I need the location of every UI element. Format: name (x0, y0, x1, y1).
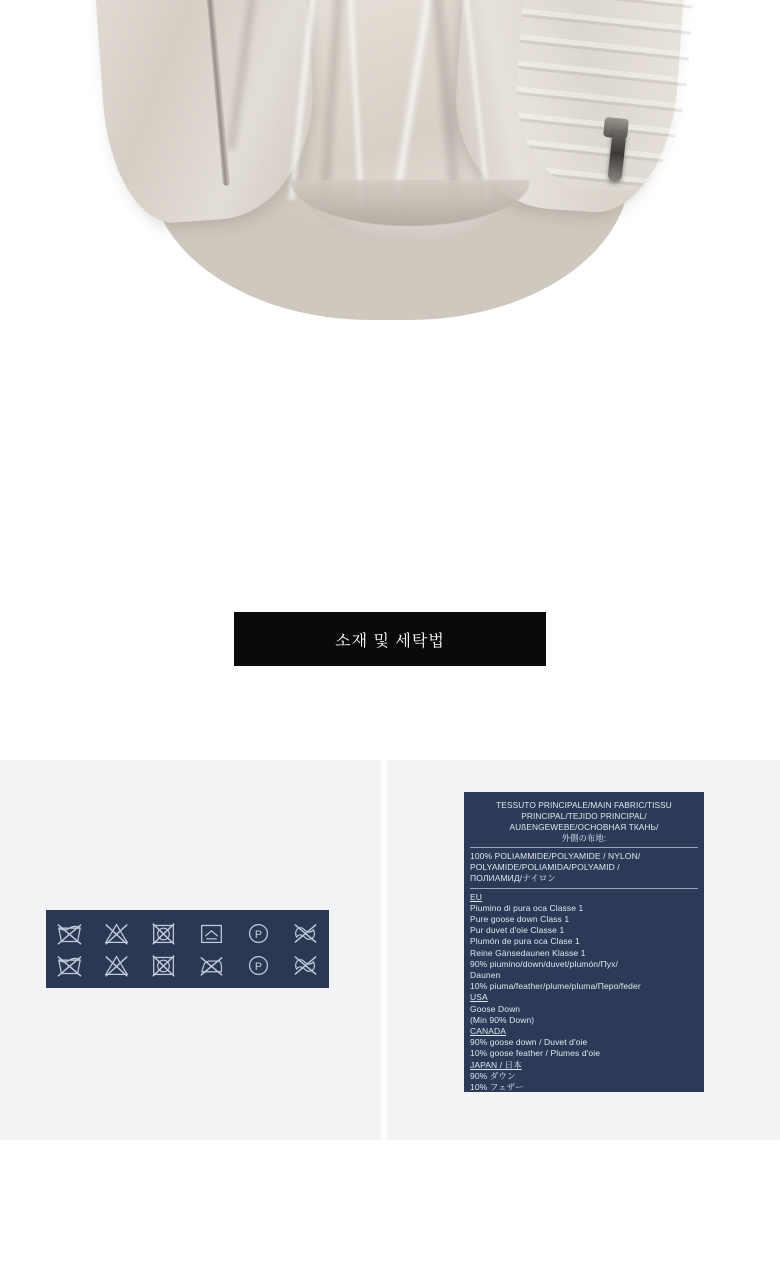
dry-flat-icon (198, 921, 225, 946)
region-heading-canada: CANADA (470, 1026, 507, 1037)
fabric-composition (470, 848, 698, 889)
product-photo (0, 0, 780, 400)
region-line: 10% piuma/feather/plume/pluma/Перо/feder (470, 981, 641, 992)
do-not-wring-icon (292, 921, 319, 946)
region-line: Reine Gänsedaunen Klasse 1 (470, 947, 586, 958)
fabric-heading (470, 800, 698, 848)
composition-line: ПОЛИАМИД/ナイロン (470, 873, 556, 884)
region-line: 10% goose feather / Plumes d'oie (470, 1048, 601, 1059)
care-symbol-label (46, 910, 329, 988)
region-line: Daunen (470, 970, 501, 981)
do-not-tumble-dry-icon (150, 953, 177, 978)
section-title-bar (234, 612, 546, 666)
fabric-label-panel (387, 760, 780, 1140)
do-not-wring-icon (292, 953, 319, 978)
fabric-composition-label (464, 792, 704, 1092)
jacket-illustration (90, 0, 710, 380)
region-line: 90% piumino/down/duvet/plumón/Пух/ (470, 958, 618, 969)
composition-line: 100% POLIAMMIDE/POLYAMIDE / NYLON/ (470, 851, 641, 861)
region-heading-eu: EU (470, 891, 483, 902)
region-line: Pur duvet d'oie Classe 1 (470, 925, 565, 936)
label-panels (0, 760, 780, 1140)
do-not-iron-icon (198, 953, 225, 978)
do-not-bleach-icon (103, 953, 130, 978)
region-line: Piumino di pura oca Classe 1 (470, 902, 584, 913)
fabric-heading-line: PRINCIPAL/TEJIDO PRINCIPAL/ (521, 811, 647, 821)
region-line: Goose Down (470, 1003, 521, 1014)
do-not-tumble-dry-icon (150, 921, 177, 946)
photo-fade (0, 330, 780, 400)
section-title-text: 소재 및 세탁법 (335, 632, 445, 650)
dryclean-p-icon (245, 953, 272, 978)
dryclean-p-icon (245, 921, 272, 946)
region-line: (Min 90% Down) (470, 1014, 535, 1025)
fabric-heading-line: AUßENGEWEBE/ОСНОВНАЯ ТКАНЬ/ (509, 822, 659, 832)
region-line: 90% ダウン (470, 1070, 516, 1081)
do-not-wash-icon (56, 953, 83, 978)
fabric-heading-line: 外側の布地: (561, 833, 607, 843)
fabric-regions (470, 889, 698, 1094)
region-heading-japan: JAPAN / 日本 (470, 1059, 522, 1070)
region-heading-usa: USA (470, 992, 488, 1003)
fabric-heading-line: TESSUTO PRINCIPALE/MAIN FABRIC/TISSU (496, 800, 672, 810)
region-line: Plumón de pura oca Clase 1 (470, 936, 580, 947)
care-symbol-row-2 (56, 950, 319, 980)
composition-line: POLYAMIDE/POLIAMIDA/POLYAMID / (470, 862, 620, 873)
region-line: Pure goose down Class 1 (470, 914, 570, 925)
region-line: 10% フェザー (470, 1082, 524, 1093)
do-not-wash-icon (56, 921, 83, 946)
region-line: 90% goose down / Duvet d'oie (470, 1037, 588, 1048)
svg-text:P: P (254, 960, 262, 973)
care-symbol-row-1 (56, 918, 319, 948)
care-symbols-panel (0, 760, 381, 1140)
svg-text:P: P (254, 928, 262, 941)
do-not-bleach-icon (103, 921, 130, 946)
